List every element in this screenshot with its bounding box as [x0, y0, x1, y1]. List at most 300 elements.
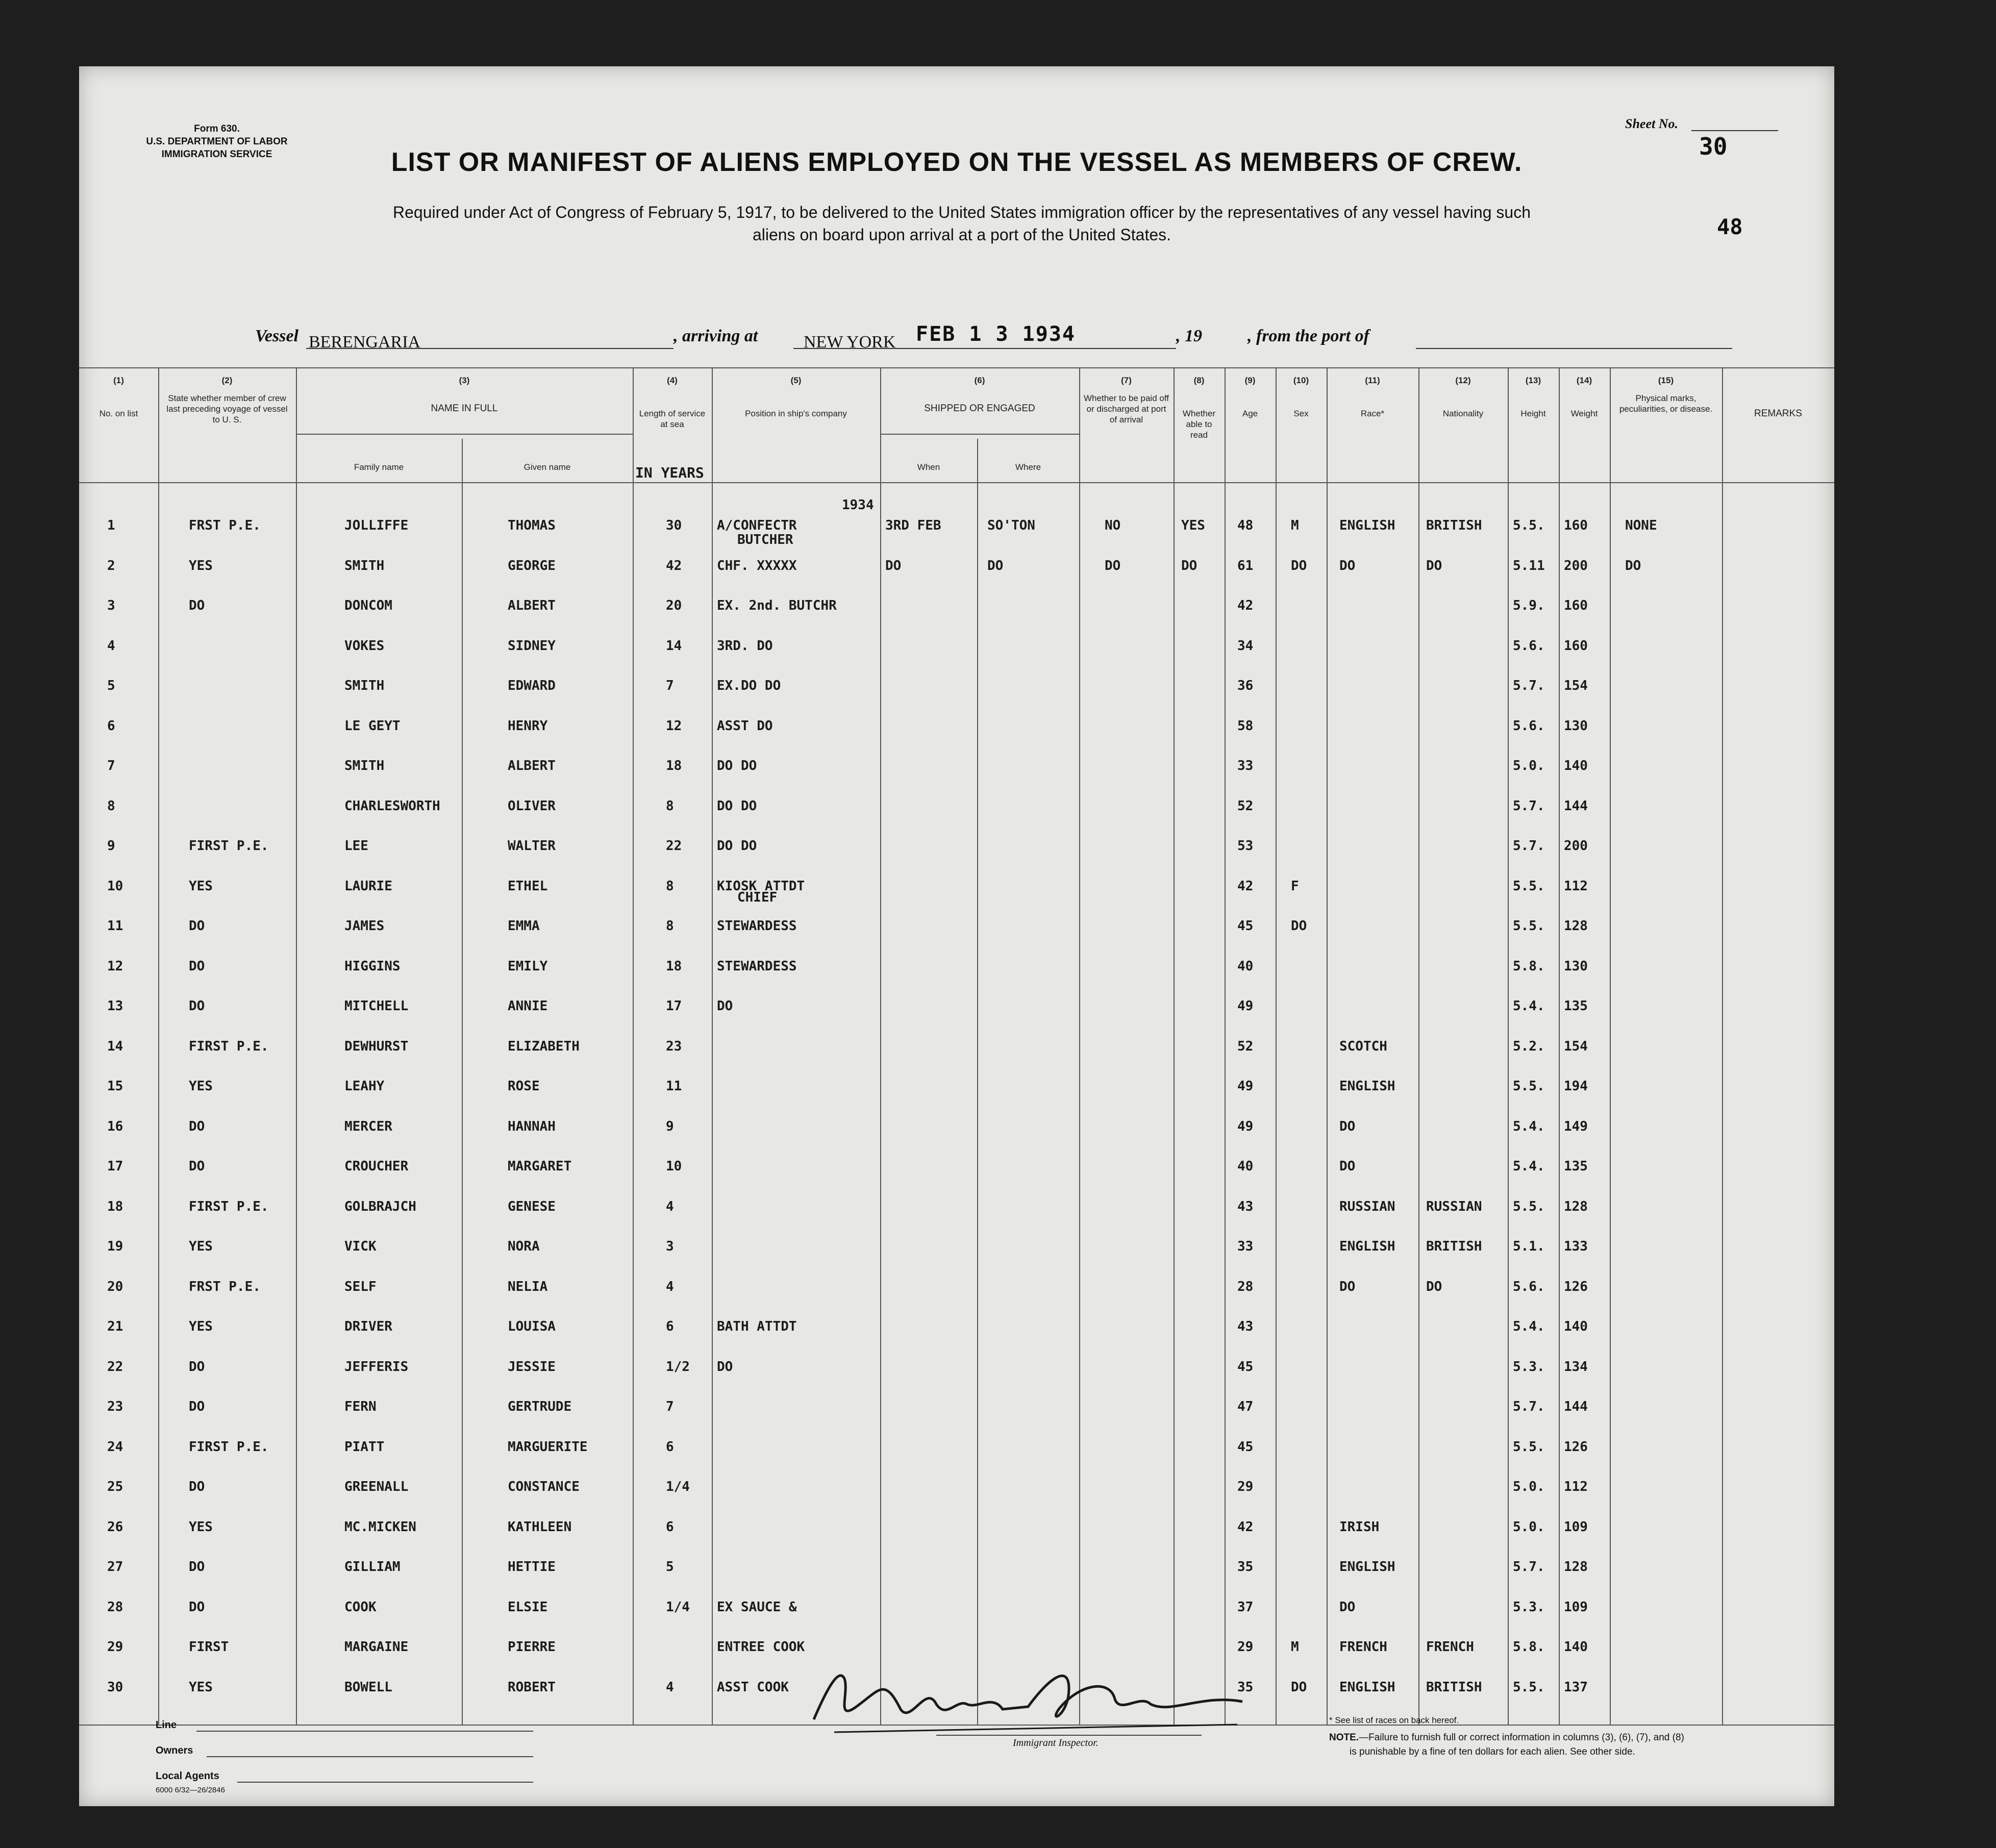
cell-position: DO DO: [717, 838, 757, 854]
cell-position: ENTREE COOK: [717, 1639, 805, 1655]
cell-weight: 137: [1564, 1679, 1588, 1695]
column-header: State whether member of crew last preceding voyage of vessel to U. S.: [166, 393, 288, 424]
cell-weight: 134: [1564, 1359, 1588, 1375]
cell-given: KATHLEEN: [508, 1519, 572, 1535]
cell-family: SMITH: [344, 678, 385, 693]
cell-given: ANNIE: [508, 998, 548, 1014]
cell-service: 30: [666, 518, 682, 533]
cell-height: 5.7.: [1513, 678, 1545, 693]
cell-age: 37: [1237, 1599, 1254, 1615]
cell-family: HIGGINS: [344, 958, 401, 974]
cell-marks: NONE: [1625, 518, 1657, 533]
cell-height: 5.4.: [1513, 1159, 1545, 1174]
sheet-number-label: Sheet No.: [1625, 116, 1678, 131]
column-divider: [1508, 367, 1509, 1725]
cell-position: ASST DO: [717, 718, 773, 734]
print-code: 6000 6/32—26/2846: [156, 1786, 225, 1794]
cell-position: 3RD. DO: [717, 638, 773, 654]
cell-height: 5.6.: [1513, 638, 1545, 654]
cell-given: MARGARET: [508, 1159, 572, 1174]
arriving-label: , arriving at: [673, 327, 758, 345]
note-label: NOTE.: [1329, 1732, 1359, 1743]
cell-no: 1: [107, 518, 115, 533]
cell-age: 52: [1237, 1038, 1254, 1054]
cell-age: 35: [1237, 1559, 1254, 1575]
subtitle-line-1: Required under Act of Congress of February 5, 1917, to be delivered to the United States immigration officer by the representatives of any vessel having such: [393, 203, 1531, 221]
cell-height: 5.2.: [1513, 1038, 1545, 1054]
cell-service: 8: [666, 878, 674, 894]
cell-service: 18: [666, 958, 682, 974]
cell-nationality: BRITISH: [1426, 1239, 1482, 1254]
cell-nationality: DO: [1426, 1279, 1442, 1294]
cell-family: BOWELL: [344, 1679, 392, 1695]
cell-race: ENGLISH: [1339, 1679, 1395, 1695]
cell-service: 18: [666, 758, 682, 773]
cell-given: HETTIE: [508, 1559, 556, 1575]
cell-sex: F: [1291, 878, 1299, 894]
cell-service: 6: [666, 1439, 674, 1455]
cell-service: 22: [666, 838, 682, 854]
cell-race: DO: [1339, 558, 1356, 573]
cell-service: 1/4: [666, 1599, 690, 1615]
cell-age: 40: [1237, 1159, 1254, 1174]
column-number: (6): [974, 376, 985, 385]
cell-read: YES: [1181, 518, 1205, 533]
cell-weight: 200: [1564, 558, 1588, 573]
cell-race: ENGLISH: [1339, 1239, 1395, 1254]
cell-position: EX. 2nd. BUTCHR: [717, 598, 837, 613]
column-header: REMARKS: [1754, 408, 1802, 419]
service-units: IN YEARS: [635, 464, 704, 481]
cell-prev: DO: [189, 998, 205, 1014]
cell-given: ROSE: [508, 1079, 540, 1094]
cell-prev: FIRST P.E.: [189, 1198, 269, 1214]
cell-given: EMMA: [508, 918, 540, 934]
cell-no: 7: [107, 758, 115, 773]
cell-age: 45: [1237, 1439, 1254, 1455]
cell-prev: DO: [189, 1118, 205, 1134]
cell-given: HANNAH: [508, 1118, 556, 1134]
cell-family: DONCOM: [344, 598, 392, 613]
cell-prev: FIRST: [189, 1639, 229, 1655]
arriving-label-wrap: [673, 327, 758, 352]
cell-race: DO: [1339, 1279, 1356, 1294]
cell-nationality: BRITISH: [1426, 518, 1482, 533]
cell-family: MARGAINE: [344, 1639, 409, 1655]
shipped-year: 1934: [842, 497, 874, 513]
note-text-1: —Failure to furnish full or correct information in columns (3), (6), (7), and (8): [1359, 1732, 1684, 1743]
cell-service: 8: [666, 918, 674, 934]
cell-race: RUSSIAN: [1339, 1198, 1395, 1214]
cell-given: THOMAS: [508, 518, 556, 533]
cell-weight: 130: [1564, 958, 1588, 974]
cell-nationality: BRITISH: [1426, 1679, 1482, 1695]
cell-no: 2: [107, 558, 115, 573]
cell-height: 5.1.: [1513, 1239, 1545, 1254]
cell-height: 5.0.: [1513, 1519, 1545, 1535]
cell-height: 5.3.: [1513, 1359, 1545, 1375]
cell-race: ENGLISH: [1339, 1079, 1395, 1094]
cell-family: VICK: [344, 1239, 377, 1254]
column-header: Sex: [1293, 409, 1309, 418]
column-divider: [1418, 367, 1419, 1725]
cell-family: SMITH: [344, 558, 385, 573]
cell-weight: 109: [1564, 1599, 1588, 1615]
cell-position: CHF. XXXXX: [717, 558, 797, 573]
cell-family: LEE: [344, 838, 368, 854]
cell-height: 5.8.: [1513, 1639, 1545, 1655]
column-number: (12): [1455, 376, 1471, 385]
cell-no: 3: [107, 598, 115, 613]
sheet-side-number: 48: [1717, 214, 1743, 239]
cell-given: ROBERT: [508, 1679, 556, 1695]
from-label-wrap: [1248, 327, 1369, 352]
cell-no: 17: [107, 1159, 123, 1174]
cell-prev: DO: [189, 1559, 205, 1575]
cell-age: 43: [1237, 1319, 1254, 1334]
date-stamp: FEB 1 3 1934: [916, 322, 1076, 346]
cell-service: 8: [666, 798, 674, 814]
cell-service: 6: [666, 1319, 674, 1334]
cell-family: PIATT: [344, 1439, 385, 1455]
column-header: Race*: [1360, 409, 1385, 418]
cell-position: A/CONFECTR: [717, 518, 797, 533]
column-number: (4): [667, 376, 678, 385]
manifest-sheet: [79, 66, 1834, 1806]
cell-given: HENRY: [508, 718, 548, 734]
cell-family: GOLBRAJCH: [344, 1198, 416, 1214]
owners-underline: [207, 1756, 533, 1757]
cell-given: NORA: [508, 1239, 540, 1254]
cell-weight: 154: [1564, 1038, 1588, 1054]
cell-no: 20: [107, 1279, 123, 1294]
cell-no: 11: [107, 918, 123, 934]
column-number: (8): [1193, 376, 1205, 385]
cell-no: 22: [107, 1359, 123, 1375]
cell-height: 5.7.: [1513, 798, 1545, 814]
cell-family: JEFFERIS: [344, 1359, 409, 1375]
cell-nationality: FRENCH: [1426, 1639, 1474, 1655]
column-subdivider: [462, 439, 463, 1725]
cell-no: 28: [107, 1599, 123, 1615]
cell-family: LEAHY: [344, 1079, 385, 1094]
cell-weight: 160: [1564, 598, 1588, 613]
cell-service: 1/2: [666, 1359, 690, 1375]
cell-height: 5.3.: [1513, 1599, 1545, 1615]
cell-position: DO DO: [717, 758, 757, 773]
cell-marks: DO: [1625, 558, 1641, 573]
cell-no: 16: [107, 1118, 123, 1134]
cell-given: ELIZABETH: [508, 1038, 580, 1054]
cell-prev: DO: [189, 1479, 205, 1494]
cell-no: 12: [107, 958, 123, 974]
cell-weight: 144: [1564, 798, 1588, 814]
cell-no: 9: [107, 838, 115, 854]
header-subrule: [296, 434, 633, 435]
cell-family: SELF: [344, 1279, 377, 1294]
cell-age: 61: [1237, 558, 1254, 573]
form-department: U.S. DEPARTMENT OF LABOR: [146, 136, 288, 147]
cell-weight: 109: [1564, 1519, 1588, 1535]
line-label: Line: [156, 1719, 177, 1731]
cell-service: 7: [666, 1399, 674, 1414]
cell-prev: DO: [189, 1599, 205, 1615]
cell-age: 45: [1237, 918, 1254, 934]
column-divider: [158, 367, 159, 1725]
column-subheader: Given name: [523, 462, 571, 472]
cell-weight: 144: [1564, 1399, 1588, 1414]
cell-age: 42: [1237, 878, 1254, 894]
cell-prev: YES: [189, 558, 213, 573]
cell-prev: DO: [189, 958, 205, 974]
cell-given: SIDNEY: [508, 638, 556, 654]
cell-service: 23: [666, 1038, 682, 1054]
column-number: (15): [1658, 376, 1674, 385]
column-header: Height: [1520, 409, 1546, 418]
race-note: * See list of races on back hereof.: [1329, 1715, 1459, 1725]
column-number: (14): [1576, 376, 1592, 385]
cell-race: SCOTCH: [1339, 1038, 1387, 1054]
cell-height: 5.7.: [1513, 838, 1545, 854]
column-header: NAME IN FULL: [431, 403, 498, 414]
column-header: Length of service at sea: [639, 409, 706, 429]
column-number: (3): [459, 376, 470, 385]
cell-age: 49: [1237, 1079, 1254, 1094]
line-underline: [196, 1731, 533, 1732]
cell-given: MARGUERITE: [508, 1439, 588, 1455]
cell-race: IRISH: [1339, 1519, 1380, 1535]
cell-height: 5.11: [1513, 558, 1545, 573]
cell-paid: NO: [1105, 518, 1121, 533]
cell-given: ALBERT: [508, 598, 556, 613]
cell-service: 17: [666, 998, 682, 1014]
cell-race: ENGLISH: [1339, 518, 1395, 533]
cell-weight: 140: [1564, 1319, 1588, 1334]
cell-paid: DO: [1105, 558, 1121, 573]
cell-weight: 128: [1564, 918, 1588, 934]
cell-service: 7: [666, 678, 674, 693]
cell-age: 52: [1237, 798, 1254, 814]
sheet-number-line: [1691, 130, 1778, 131]
cell-prev: DO: [189, 1359, 205, 1375]
cell-weight: 200: [1564, 838, 1588, 854]
cell-weight: 128: [1564, 1559, 1588, 1575]
cell-service: 20: [666, 598, 682, 613]
cell-height: 5.5.: [1513, 1679, 1545, 1695]
cell-weight: 133: [1564, 1239, 1588, 1254]
column-divider: [880, 367, 881, 1725]
cell-sex: DO: [1291, 918, 1307, 934]
cell-age: 28: [1237, 1279, 1254, 1294]
cell-position: STEWARDESS: [717, 958, 797, 974]
column-divider: [1079, 367, 1080, 1725]
column-divider: [1225, 367, 1226, 1725]
cell-given: PIERRE: [508, 1639, 556, 1655]
cell-weight: 130: [1564, 718, 1588, 734]
cell-race: DO: [1339, 1159, 1356, 1174]
cell-height: 5.6.: [1513, 718, 1545, 734]
column-divider: [1610, 367, 1611, 1725]
cell-age: 42: [1237, 598, 1254, 613]
cell-weight: 160: [1564, 518, 1588, 533]
cell-height: 5.5.: [1513, 878, 1545, 894]
cell-age: 36: [1237, 678, 1254, 693]
cell-age: 45: [1237, 1359, 1254, 1375]
cell-family: DRIVER: [344, 1319, 392, 1334]
cell-service: 11: [666, 1079, 682, 1094]
cell-no: 19: [107, 1239, 123, 1254]
cell-prev: DO: [189, 918, 205, 934]
cell-sex: DO: [1291, 558, 1307, 573]
cell-given: GERTRUDE: [508, 1399, 572, 1414]
cell-race: DO: [1339, 1118, 1356, 1134]
column-divider: [712, 367, 713, 1725]
cell-family: COOK: [344, 1599, 377, 1615]
cell-position: EX SAUCE &: [717, 1599, 797, 1615]
cell-no: 23: [107, 1399, 123, 1414]
year-label: , 19: [1176, 327, 1202, 345]
column-header: Whether to be paid off or discharged at port of arrival: [1084, 393, 1169, 424]
cell-family: JAMES: [344, 918, 385, 934]
cell-prev: DO: [189, 598, 205, 613]
cell-family: MERCER: [344, 1118, 392, 1134]
column-header: Position in ship's company: [745, 409, 847, 418]
table-top-border: [79, 367, 1834, 368]
inspector-underline: [936, 1735, 1202, 1736]
cell-given: WALTER: [508, 838, 556, 854]
arrival-port: NEW YORK: [804, 333, 896, 352]
cell-no: 24: [107, 1439, 123, 1455]
column-divider: [633, 367, 634, 1725]
cell-prev: YES: [189, 1319, 213, 1334]
cell-no: 25: [107, 1479, 123, 1494]
cell-prev: FRST P.E.: [189, 518, 261, 533]
cell-given: GENESE: [508, 1198, 556, 1214]
cell-age: 43: [1237, 1198, 1254, 1214]
column-header: Weight: [1570, 409, 1598, 418]
cell-position: KIOSK ATTDT: [717, 878, 805, 894]
cell-age: 42: [1237, 1519, 1254, 1535]
cell-weight: 135: [1564, 998, 1588, 1014]
column-divider: [1276, 367, 1277, 1725]
cell-weight: 128: [1564, 1198, 1588, 1214]
crew-table: [79, 367, 1834, 1755]
local-agents-label: Local Agents: [156, 1770, 219, 1782]
position-note: BUTCHER: [737, 532, 793, 547]
cell-family: LE GEYT: [344, 718, 401, 734]
cell-no: 21: [107, 1319, 123, 1334]
cell-no: 4: [107, 638, 115, 654]
cell-no: 30: [107, 1679, 123, 1695]
cell-no: 18: [107, 1198, 123, 1214]
column-divider: [1327, 367, 1328, 1725]
cell-family: CHARLESWORTH: [344, 798, 440, 814]
cell-age: 49: [1237, 1118, 1254, 1134]
cell-family: DEWHURST: [344, 1038, 409, 1054]
cell-family: MC.MICKEN: [344, 1519, 416, 1535]
cell-prev: YES: [189, 878, 213, 894]
subtitle: [222, 201, 1702, 246]
cell-weight: 154: [1564, 678, 1588, 693]
cell-age: 34: [1237, 638, 1254, 654]
column-subheader: Where: [1015, 462, 1041, 472]
note-text-2: is punishable by a fine of ten dollars for each alien. See other side.: [1350, 1746, 1635, 1757]
column-header: Whether able to read: [1182, 409, 1216, 440]
cell-given: CONSTANCE: [508, 1479, 580, 1494]
column-header: Age: [1242, 409, 1258, 418]
cell-family: FERN: [344, 1399, 377, 1414]
from-port-label: , from the port of: [1248, 327, 1369, 345]
cell-age: 49: [1237, 998, 1254, 1014]
year-label-wrap: [1176, 327, 1202, 352]
sheet-number: 30: [1699, 133, 1728, 160]
cell-given: ELSIE: [508, 1599, 548, 1615]
cell-service: 14: [666, 638, 682, 654]
column-number: (2): [221, 376, 233, 385]
cell-position: STEWARDESS: [717, 918, 797, 934]
cell-age: 58: [1237, 718, 1254, 734]
cell-prev: YES: [189, 1239, 213, 1254]
cell-height: 5.7.: [1513, 1559, 1545, 1575]
column-divider: [1722, 367, 1723, 1725]
cell-family: GREENALL: [344, 1479, 409, 1494]
cell-read: DO: [1181, 558, 1197, 573]
cell-family: GILLIAM: [344, 1559, 401, 1575]
cell-age: 47: [1237, 1399, 1254, 1414]
cell-when: 3RD FEB: [885, 518, 941, 533]
cell-height: 5.9.: [1513, 598, 1545, 613]
cell-weight: 135: [1564, 1159, 1588, 1174]
column-number: (7): [1121, 376, 1132, 385]
cell-family: CROUCHER: [344, 1159, 409, 1174]
cell-age: 48: [1237, 518, 1254, 533]
cell-given: EMILY: [508, 958, 548, 974]
cell-age: 35: [1237, 1679, 1254, 1695]
cell-no: 6: [107, 718, 115, 734]
column-subheader: When: [917, 462, 940, 472]
cell-service: 4: [666, 1198, 674, 1214]
cell-weight: 194: [1564, 1079, 1588, 1094]
cell-weight: 140: [1564, 1639, 1588, 1655]
cell-age: 33: [1237, 758, 1254, 773]
column-header: No. on list: [99, 409, 138, 418]
cell-height: 5.6.: [1513, 1279, 1545, 1294]
vessel-label-row: [255, 327, 298, 352]
cell-height: 5.5.: [1513, 1079, 1545, 1094]
cell-height: 5.7.: [1513, 1399, 1545, 1414]
cell-prev: DO: [189, 1159, 205, 1174]
form-service: IMMIGRATION SERVICE: [161, 149, 272, 160]
column-number: (9): [1244, 376, 1256, 385]
column-header: Physical marks, peculiarities, or disease.: [1619, 393, 1713, 414]
cell-service: 9: [666, 1118, 674, 1134]
cell-race: DO: [1339, 1599, 1356, 1615]
cell-service: 5: [666, 1559, 674, 1575]
cell-service: 1/4: [666, 1479, 690, 1494]
cell-weight: 126: [1564, 1279, 1588, 1294]
page-title: LIST OR MANIFEST OF ALIENS EMPLOYED ON THE VESSEL AS MEMBERS OF CREW.: [391, 147, 1523, 177]
column-number: (10): [1293, 376, 1309, 385]
cell-sex: M: [1291, 1639, 1299, 1655]
cell-weight: 112: [1564, 878, 1588, 894]
cell-height: 5.4.: [1513, 1118, 1545, 1134]
column-number: (11): [1365, 376, 1380, 385]
cell-sex: DO: [1291, 1679, 1307, 1695]
column-subdivider: [977, 439, 978, 1725]
cell-height: 5.5.: [1513, 918, 1545, 934]
cell-where: DO: [987, 558, 1004, 573]
cell-given: ALBERT: [508, 758, 556, 773]
